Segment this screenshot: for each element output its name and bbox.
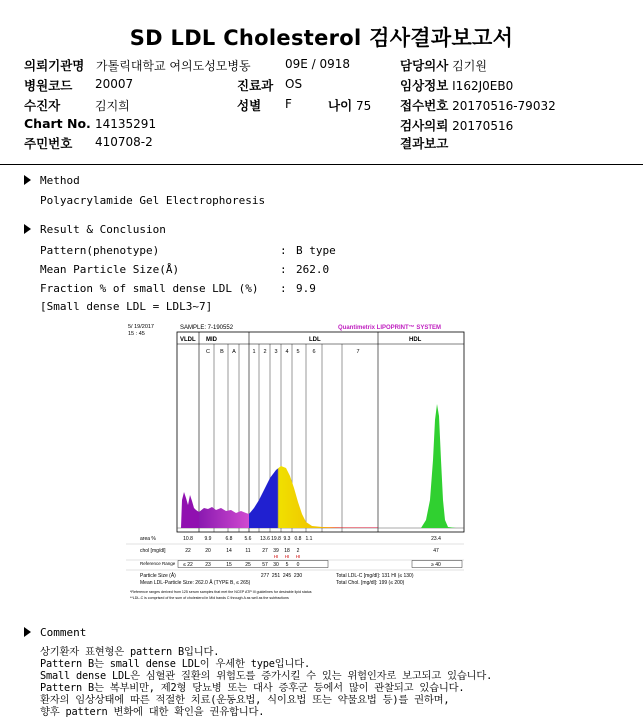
report-date-field: [400, 134, 448, 152]
chart-footnote-1: *Reference ranges derived from 125 serum samples that met the NCEP ATP III guidelines for desirable lipid status: [130, 590, 312, 594]
diamond-bullet-icon: [24, 175, 31, 185]
mean-size-text: Mean LDL-Particle Size: 262.0 Å (TYPE B, ≤ 265): [140, 580, 251, 586]
group-label-vldl: VLDL: [180, 337, 196, 343]
report-title: SD LDL Cholesterol 검사결과보고서: [129, 26, 514, 50]
chol-hdl: 47: [433, 548, 439, 554]
band-label-c: C: [206, 349, 210, 355]
particle-size-value: 262.0: [296, 263, 330, 276]
comment-line-1: 상기환자 표현형은 pattern B입니다.: [40, 646, 220, 658]
band-label-4: 4: [285, 349, 289, 355]
clinical-info-value: I162J0EB0: [452, 79, 514, 93]
chart-sample: SAMPLE: 7-190552: [180, 325, 234, 331]
diamond-bullet-icon: [24, 224, 31, 234]
chol-ldl-4: 2: [296, 548, 300, 554]
area-vldl: 10.8: [183, 536, 193, 542]
area-label: area %: [140, 536, 156, 542]
request-date-field: [400, 116, 513, 134]
band-labels: [206, 349, 360, 355]
area-ldl-2: 19.8: [271, 536, 281, 542]
particle-size-sep: :: [280, 263, 287, 276]
area-ldl-3: 9.3: [283, 536, 291, 542]
chart-no-label: Chart No.: [24, 116, 91, 131]
group-label-hdl: HDL: [409, 337, 422, 343]
lipoprint-image: [126, 320, 468, 606]
ref-hdl: ≥ 40: [431, 562, 441, 568]
fraction-label: Fraction % of small dense LDL (%): [40, 282, 259, 295]
ref-mid-b: 15: [226, 562, 232, 568]
area-mid-b: 6.8: [225, 536, 233, 542]
area-ldl-5: 1.1: [305, 536, 313, 542]
particle-ldl-3: 245: [282, 573, 292, 579]
clinical-info-label: 임상정보: [400, 78, 449, 93]
doctor-field: [400, 56, 487, 74]
band-label-b: B: [220, 349, 224, 355]
hi-mark-3: HI: [295, 554, 301, 559]
band-label-6: 6: [312, 349, 316, 355]
chol-mid-a: 11: [245, 548, 251, 554]
doctor-value: 김기원: [452, 59, 487, 73]
age-label: 나이: [328, 98, 353, 113]
chol-vldl: 22: [185, 548, 191, 554]
receipt-field: [400, 96, 556, 114]
chart-no-value: 14135291: [95, 117, 157, 131]
receipt-value: 20170516-79032: [452, 99, 556, 113]
receipt-label: 접수번호: [400, 98, 449, 113]
requester-label: 의뢰기관명: [24, 58, 85, 73]
patient-value: 김지희: [95, 99, 130, 113]
ref-label: Reference Range: [140, 561, 176, 566]
result-heading: Result & Conclusion: [24, 223, 166, 236]
sex-value: F: [285, 97, 292, 111]
age-value: 75: [355, 99, 372, 113]
particle-ldl-2: 251: [271, 573, 281, 579]
band-label-7: 7: [356, 349, 360, 355]
age-field: [328, 96, 371, 114]
ref-vldl: ≤ 22: [183, 562, 193, 568]
particle-ldl-4: 230: [293, 573, 303, 579]
ward-value: 09E / 0918: [285, 57, 351, 71]
group-label-mid: MID: [206, 337, 217, 343]
fraction-value: 9.9: [296, 282, 316, 295]
pattern-sep: :: [280, 244, 287, 257]
hdl-peak: [421, 404, 456, 528]
lipoprint-svg: [126, 320, 468, 606]
ref-ldl-3: 5: [285, 562, 289, 568]
doctor-label: 담당의사: [400, 58, 449, 73]
comment-heading: Comment: [24, 626, 86, 639]
chart-frame: [177, 332, 464, 532]
comment-line-2: Pattern B는 small dense LDL이 우세한 type입니다.: [40, 658, 310, 670]
resident-id-value: 410708-2: [95, 135, 153, 149]
band-label-2: 2: [263, 349, 267, 355]
group-label-ldl: LDL: [309, 337, 321, 343]
band-label-5: 5: [296, 349, 300, 355]
requester-value: 가톨릭대학교 여의도성모병동: [96, 59, 251, 73]
method-heading: Method: [24, 174, 80, 187]
patient-label: 수진자: [24, 98, 61, 113]
header-row-1: [24, 56, 251, 74]
report-date-label: 결과보고: [400, 136, 449, 151]
area-ldl-4: 0.8: [294, 536, 302, 542]
ref-ldl-2: 30: [273, 562, 279, 568]
band-label-3: 3: [274, 349, 278, 355]
chart-date: 5/ 19/2017: [128, 324, 154, 330]
particle-label: Particle Size (Å): [140, 573, 176, 579]
area-mid-c: 9.9: [204, 536, 212, 542]
vldl-peak: [181, 492, 199, 528]
chart-table: [126, 536, 464, 600]
chol-mid-c: 20: [205, 548, 211, 554]
sex-label: 성별: [237, 98, 262, 113]
area-mid-a: 5.6: [244, 536, 252, 542]
department-label: 진료과: [237, 78, 274, 93]
area-hdl: 23.4: [431, 536, 441, 542]
clinical-info-field: [400, 76, 513, 94]
total-ldl-text: Total LDL-C [mg/dl]: 131 HI (≤ 130): [336, 573, 414, 579]
particle-ldl-1: 277: [260, 573, 270, 579]
chol-ldl-1: 27: [262, 548, 268, 554]
comment-line-6: 향후 pattern 변화에 대한 확인을 권유합니다.: [40, 706, 265, 718]
comment-line-5: 환자의 임상상태에 따른 적절한 치료(운동요법, 식이요법 또는 약물요법 등)를 권하며,: [40, 694, 450, 706]
ref-ldl-1: 57: [262, 562, 268, 568]
diamond-bullet-icon: [24, 627, 31, 637]
department-value: OS: [285, 77, 303, 91]
chol-ldl-3: 18: [284, 548, 290, 554]
hi-mark-2: HI: [284, 554, 290, 559]
band-label-1: 1: [252, 349, 256, 355]
ldl-peak: [249, 466, 378, 528]
mid-peaks: [199, 507, 249, 528]
chol-label: chol [mg/dl]: [140, 548, 166, 554]
area-ldl-1: 13.6: [260, 536, 270, 542]
request-date-value: 20170516: [452, 119, 514, 133]
hospital-code-value: 20007: [95, 77, 134, 91]
chart-footnote-2: **LDL-C is comprised of the sum of cholesterol in Mid bands C through A as well as the subfractions: [130, 596, 289, 600]
chol-mid-b: 14: [226, 548, 232, 554]
ref-mid-a: 25: [245, 562, 251, 568]
resident-id-label: 주민번호: [24, 136, 73, 151]
comment-line-4: Pattern B는 복부비만, 제2형 당뇨병 또는 대사 증후군 등에서 많이 관찰되고 있습니다.: [40, 682, 465, 694]
chart-brand: Quantimetrix LIPOPRINT™ SYSTEM: [338, 325, 442, 331]
small-dense-note: [Small dense LDL = LDL3~7]: [40, 300, 213, 313]
fraction-sep: :: [280, 282, 287, 295]
request-date-label: 검사의뢰: [400, 118, 449, 133]
chol-ldl-2: 39: [273, 548, 279, 554]
ref-box-ldl: [178, 561, 328, 568]
chart-time: 15 : 45: [128, 331, 145, 337]
particle-size-label: Mean Particle Size(Å): [40, 263, 180, 276]
method-text: Polyacrylamide Gel Electrophoresis: [40, 194, 266, 207]
ref-ldl-4: 0: [296, 562, 300, 568]
pattern-label: Pattern(phenotype): [40, 244, 160, 257]
band-label-a: A: [232, 349, 236, 355]
hi-mark-1: HI: [273, 554, 279, 559]
hospital-code-label: 병원코드: [24, 78, 73, 93]
header-divider: [0, 164, 643, 165]
ref-mid-c: 23: [205, 562, 211, 568]
pattern-value: B type: [296, 244, 336, 257]
comment-line-3: Small dense LDL은 심혈관 질환의 위험도를 증가시킬 수 있는 위험인자로 보고되고 있습니다.: [40, 670, 493, 682]
total-chol-text: Total Chol. [mg/dl]: 199 (≤ 200): [336, 580, 405, 586]
